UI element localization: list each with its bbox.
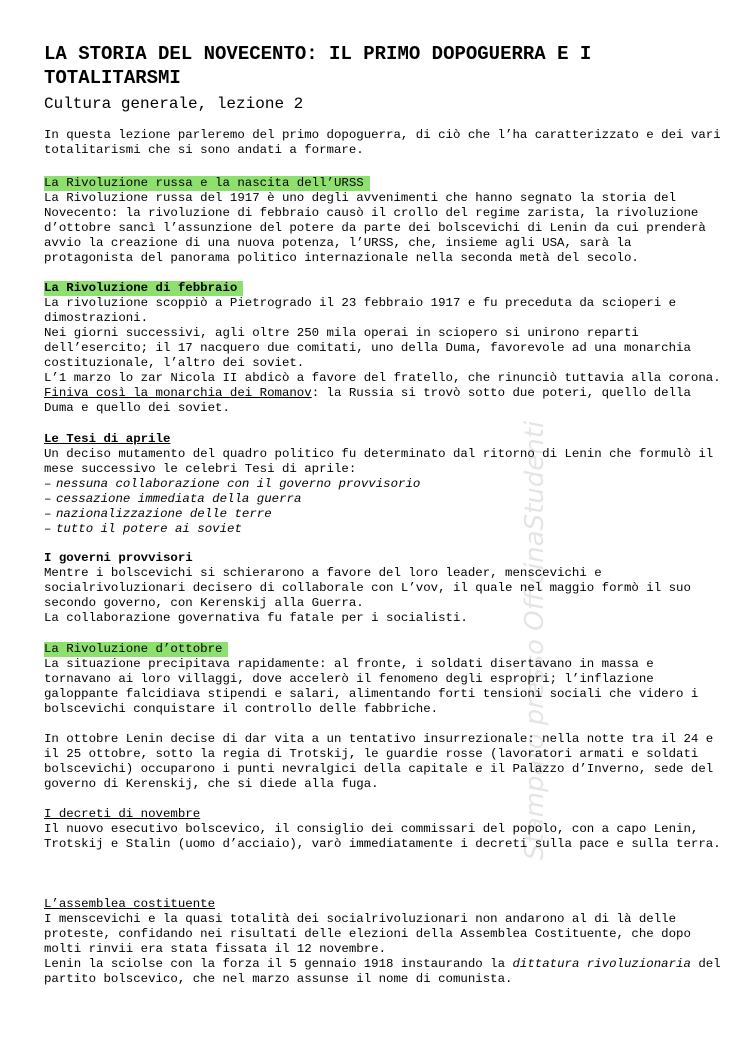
list-item (44, 477, 724, 492)
section-heading: I decreti di novembre (44, 807, 201, 821)
list-item-text: nazionalizzazione delle terre (56, 507, 272, 521)
section-text: Un deciso mutamento del quadro politico fu determinato dal ritorno di Lenin che formulò il mese successivo le celebri Tesi di aprile: (44, 447, 714, 476)
underlined-text: Finiva così la monarchia dei Romanov (44, 386, 312, 400)
document-title-line1: LA STORIA DEL NOVECENTO: IL PRIMO DOPOGUERRA E I (44, 43, 592, 65)
paragraph-1: La rivoluzione scoppiò a Pietrogrado il 23 febbraio 1917 e fu preceduta da scioperi e dimostrazioni. (44, 296, 677, 325)
section-april-theses (44, 429, 724, 537)
list-item-text: nessuna collaborazione con il governo provvisorio (56, 477, 421, 491)
text-run: del partito bolscevico, che nel marzo assunse il nome di comunista. (44, 957, 721, 986)
section-russian-revolution (44, 173, 724, 266)
section-october-revolution (44, 639, 724, 792)
dash-bullet: – (44, 477, 52, 491)
theses-list (44, 477, 724, 537)
section-heading: I governi provvisori (44, 551, 193, 565)
text-run: : la Russia si trovò sotto due poteri, quello della Duma e quello dei soviet. (44, 386, 691, 415)
section-heading: La Rivoluzione d’ottobre (44, 642, 228, 657)
section-text: La Rivoluzione russa del 1917 è uno degli avvenimenti che hanno segnato la storia del Novecento: la rivoluzione di febbraio causò il crollo del regime zarista, la rivoluzione d’ottobre sancì l’assunzione del potere da parte dei bolscevichi di Lenin da cui prenderà avvio la creazione di una nuova potenza, l’URSS, che, insieme agli USA, sarà la protagonista del panorama politico internazionale nella seconda metà del secolo. (44, 191, 706, 265)
section-text: Il nuovo esecutivo bolscevico, il consiglio dei commissari del popolo, con a capo Lenin, Trotskij e Stalin (uomo d’acciaio), varò immediatamente i decreti sulla pace e sulla terra. (44, 822, 721, 851)
list-item (44, 507, 724, 522)
document-subtitle: Cultura generale, lezione 2 (44, 95, 304, 113)
text-run: L’1 marzo lo zar Nicola II abdicò a favore del fratello, che rinunciò tuttavia alla corona. (44, 371, 721, 385)
text-run: Lenin la sciolse con la forza il 5 gennaio 1918 instaurando la (44, 957, 513, 971)
watermark: Stampato presso OfficinaStudenti (520, 420, 550, 860)
dash-bullet: – (44, 507, 52, 521)
list-item (44, 522, 724, 537)
section-november-decrees (44, 804, 724, 852)
paragraph-2: Nei giorni successivi, agli oltre 250 mila operai in sciopero si unirono reparti dell’esercito; il 17 nacquero due comitati, uno della Duma, favorevole ad una monarchia costituzionale, l’altro dei soviet. (44, 326, 691, 370)
paragraph-1: Mentre i bolscevichi si schierarono a favore del loro leader, menscevichi e socialrivoluzionari decisero di collaborale con L’vov, il quale nel maggio formò il suo secondo governo, con Kerenskij alla Guerra. (44, 566, 691, 610)
paragraph-2 (44, 957, 724, 987)
italic-text: dittatura rivoluzionaria (512, 957, 691, 971)
section-heading: L’assemblea costituente (44, 897, 216, 911)
dash-bullet: – (44, 492, 52, 506)
list-item-text: tutto il potere ai soviet (56, 522, 242, 536)
section-february-revolution (44, 278, 724, 416)
list-item (44, 492, 724, 507)
intro-paragraph (44, 128, 724, 158)
title-block (44, 42, 724, 114)
document-title-line2: TOTALITARSMI (44, 67, 181, 89)
paragraph-1: La situazione precipitava rapidamente: al fronte, i soldati disertavano in massa e tornavano ai loro villaggi, dove accelerò il fenomeno degli espropri; l’inflazione galoppante falcidiava stipendi e salari, alimentando forti tensioni sociali che videro i bolscevichi conquistare il controllo delle fabbriche. (44, 657, 699, 716)
list-item-text: cessazione immediata della guerra (56, 492, 302, 506)
intro-text: In questa lezione parleremo del primo dopoguerra, di ciò che l’ha caratterizzato e dei vari totalitarismi che si sono andati a formare. (44, 128, 721, 157)
section-heading: La Rivoluzione russa e la nascita dell’URSS (44, 176, 370, 191)
paragraph-2: In ottobre Lenin decise di dar vita a un tentativo insurrezionale: nella notte tra il 24 e il 25 ottobre, sotto la regia di Trotskij, le guardie rosse (lavoratori armati e soldati bolscevichi) occuparono i punti nevralgici della capitale e il Palazzo d’Inverno, sede del governo di Kerenskij, che si diede alla fuga. (44, 732, 714, 791)
paragraph-2: La collaborazione governativa fu fatale per i socialisti. (44, 611, 468, 625)
section-heading: Le Tesi di aprile (44, 432, 171, 446)
dash-bullet: – (44, 522, 52, 536)
section-provisional-governments (44, 548, 724, 626)
paragraph-1: I menscevichi e la quasi totalità dei socialrivoluzionari non andarono al di là delle proteste, confidando nei risultati delle elezioni della Assemblea Costituente, che dopo molti rinvii era stata fissata il 12 novembre. (44, 912, 691, 956)
section-constituent-assembly (44, 894, 724, 987)
section-heading: La Rivoluzione di febbraio (44, 281, 243, 296)
paragraph-3 (44, 371, 724, 416)
